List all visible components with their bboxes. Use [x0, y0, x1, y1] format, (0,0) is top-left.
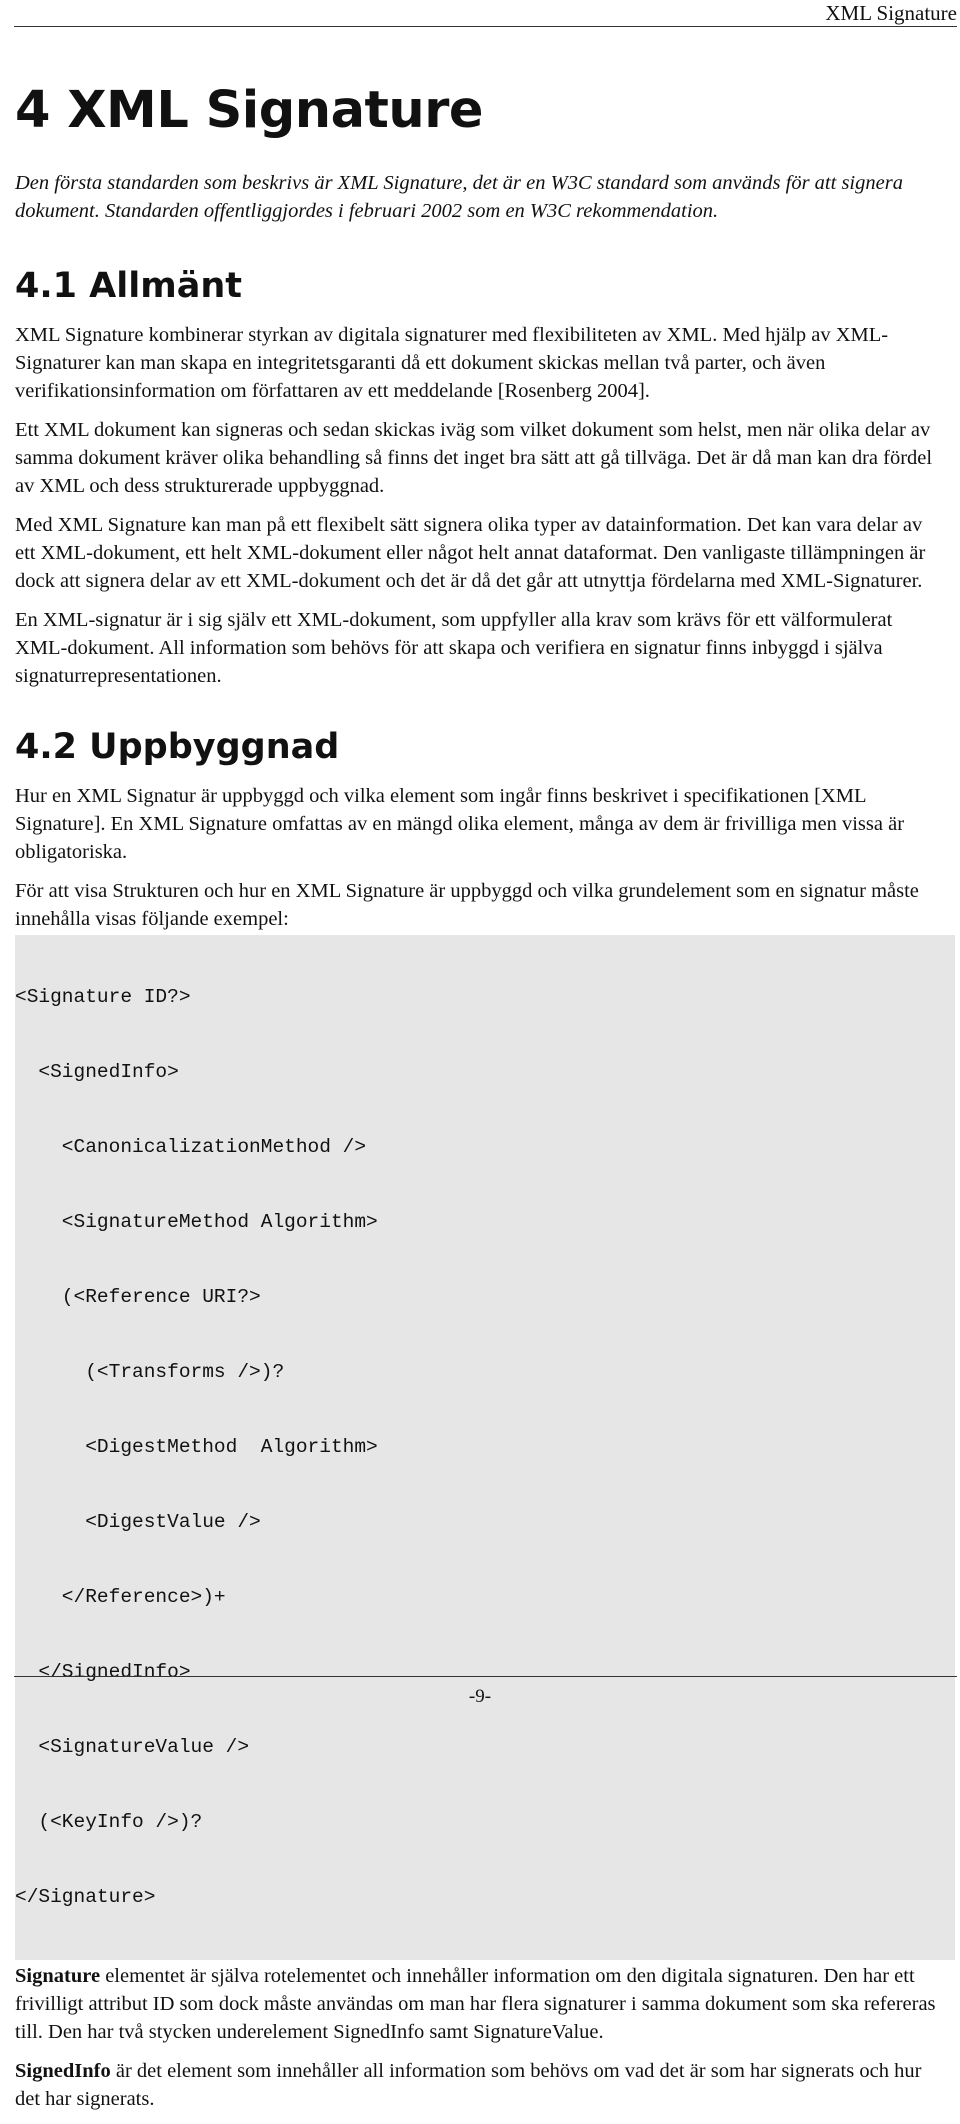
paragraph: Med XML Signature kan man på ett flexibelt sätt signera olika typer av datainformation. Det kan vara delar av ett XML-dokument, ett helt XML-dokument eller något helt annat dataformat. Den vanligaste tillämpningen är dock att signera delar av ett XML-dokument och det är då det går att utnyttja fördelarna med XML-Signaturer.	[15, 514, 926, 593]
code-line: (<Reference URI?>	[15, 1286, 261, 1309]
code-line: <Signature ID?>	[15, 986, 191, 1009]
code-line: <SignatureValue />	[15, 1736, 250, 1759]
paragraph: Ett XML dokument kan signeras och sedan skickas iväg som vilket dokument som helst, men när olika delar av samma dokument kräver olika behandling så finns det inget bra sätt att gå tillväga. Det är då man kan dra fördel av XML och dess strukturerade uppbyggnad.	[15, 419, 933, 498]
term-signedinfo: SignedInfo	[15, 2060, 111, 2083]
paragraph: För att visa Strukturen och hur en XML Signature är uppbyggd och vilka grundelement som en signatur måste innehålla visas följande exempel:	[15, 880, 919, 931]
code-line: </SignedInfo>	[15, 1661, 191, 1684]
signedinfo-description	[15, 2057, 945, 2113]
code-line: <CanonicalizationMethod />	[15, 1136, 367, 1159]
code-example	[15, 935, 955, 1960]
code-line: (<KeyInfo />)?	[15, 1811, 203, 1834]
code-line: </Signature>	[15, 1886, 156, 1909]
term-signedinfo-text: är det element som innehåller all information som behövs om vad det är som har signerats och hur det har signerats.	[15, 2060, 922, 2111]
code-line: <SignatureMethod Algorithm>	[15, 1211, 378, 1234]
chapter-title: 4 XML Signature	[15, 81, 483, 140]
running-title: XML Signature	[825, 1, 957, 25]
paragraph: Hur en XML Signatur är uppbyggd och vilka element som ingår finns beskrivet i specifikationen [XML Signature]. En XML Signature omfattas av en mängd olika element, många av dem är frivilliga men vissa är obligatoriska.	[15, 785, 905, 864]
footer-rule	[14, 1676, 957, 1677]
code-line: </Reference>)+	[15, 1586, 226, 1609]
term-signature-text: elementet är själva rotelementet och innehåller information om den digitala signaturen. Den har ett frivilligt attribut ID som dock måste användas om man har flera signaturer i samma dokument som ska refereras till. Den har två stycken underelement SignedInfo samt SignatureValue.	[15, 1965, 936, 2044]
term-signature: Signature	[15, 1965, 101, 1988]
signature-description	[15, 1962, 945, 2046]
code-line: <DigestValue />	[15, 1511, 261, 1534]
page-content	[15, 80, 945, 2124]
code-line: <DigestMethod Algorithm>	[15, 1436, 378, 1459]
paragraph: XML Signature kombinerar styrkan av digitala signaturer med flexibiliteten av XML. Med hjälp av XML-Signaturer kan man skapa en integritetsgaranti då ett dokument skickas mellan två parter, och även verifikationsinformation om författaren av ett meddelande [Rosenberg 2004].	[15, 324, 889, 403]
section-title-allmant: 4.1 Allmänt	[15, 266, 243, 307]
running-header	[14, 0, 957, 27]
paragraph: En XML-signatur är i sig själv ett XML-dokument, som uppfyller alla krav som krävs för ett välformulerat XML-dokument. All information som behövs för att skapa och verifiera en signatur finns inbyggd i själva signaturrepresentationen.	[15, 609, 893, 688]
code-line: <SignedInfo>	[15, 1061, 179, 1084]
page-number: -9-	[468, 1686, 492, 1707]
section-title-uppbyggnad: 4.2 Uppbyggnad	[15, 727, 340, 768]
code-line: (<Transforms />)?	[15, 1361, 285, 1384]
chapter-intro: Den första standarden som beskrivs är XML Signature, det är en W3C standard som används för att signera dokument. Standarden offentliggjordes i februari 2002 som en W3C rekommendation.	[15, 172, 903, 223]
